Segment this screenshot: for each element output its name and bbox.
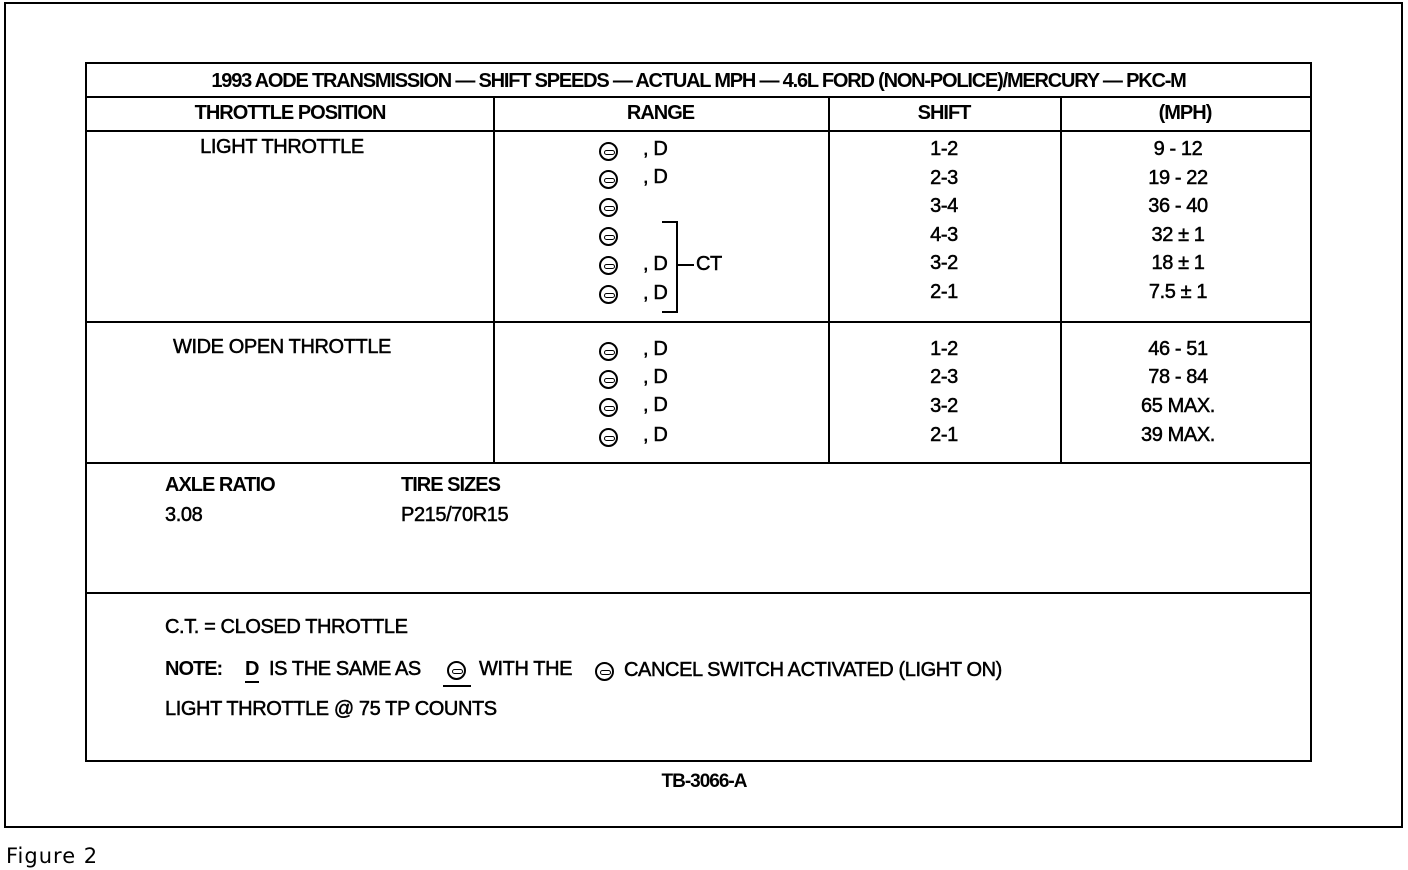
- shift-value: 1-2: [930, 138, 958, 160]
- overdrive-circle-icon: [599, 142, 618, 161]
- overdrive-underline: [443, 685, 471, 687]
- shift-value: 2-1: [930, 424, 958, 446]
- note-d-underline: [245, 681, 259, 683]
- closed-throttle-definition: C.T. = CLOSED THROTTLE: [165, 616, 408, 638]
- range-value: , D: [643, 138, 668, 160]
- range-value: , D: [643, 166, 668, 188]
- divider: [87, 462, 1310, 464]
- divider: [87, 130, 1310, 132]
- header-throttle-position: THROTTLE POSITION: [194, 102, 386, 124]
- light-throttle-label: LIGHT THROTTLE: [200, 136, 364, 158]
- mph-value: 19 - 22: [1148, 167, 1208, 189]
- shift-value: 4-3: [930, 224, 958, 246]
- overdrive-circle-icon: [599, 285, 618, 304]
- note-prefix: NOTE:: [165, 658, 223, 680]
- overdrive-circle-icon: [599, 198, 618, 217]
- divider: [87, 96, 1310, 98]
- shift-value: 2-3: [930, 366, 958, 388]
- overdrive-circle-icon: [599, 256, 618, 275]
- mph-value: 9 - 12: [1153, 138, 1203, 160]
- header-mph: (MPH): [1158, 102, 1212, 124]
- column-divider: [493, 96, 495, 463]
- mph-value: 32 ± 1: [1151, 224, 1205, 246]
- divider: [87, 321, 1310, 323]
- overdrive-circle-icon: [599, 170, 618, 189]
- shift-value: 2-3: [930, 167, 958, 189]
- ct-bracket: [662, 311, 678, 313]
- note-text: WITH THE: [479, 658, 573, 680]
- overdrive-circle-icon: [447, 661, 466, 680]
- divider: [87, 592, 1310, 594]
- axle-ratio-label: AXLE RATIO: [165, 474, 275, 496]
- diagram-code: TB-3066-A: [661, 771, 747, 792]
- axle-ratio-value: 3.08: [165, 504, 203, 526]
- ct-bracket: [678, 264, 694, 266]
- range-value: , D: [643, 253, 668, 275]
- tire-sizes-value: P215/70R15: [401, 504, 509, 526]
- mph-value: 65 MAX.: [1141, 395, 1215, 417]
- shift-value: 3-2: [930, 395, 958, 417]
- shift-value: 3-2: [930, 252, 958, 274]
- mph-value: 7.5 ± 1: [1148, 281, 1208, 303]
- overdrive-circle-icon: [599, 342, 618, 361]
- mph-value: 18 ± 1: [1151, 252, 1205, 274]
- shift-value: 2-1: [930, 281, 958, 303]
- tp-counts-note: LIGHT THROTTLE @ 75 TP COUNTS: [165, 698, 497, 720]
- range-value: , D: [643, 282, 668, 304]
- ct-label: CT: [696, 253, 722, 275]
- shift-value: 1-2: [930, 338, 958, 360]
- table-title: 1993 AODE TRANSMISSION — SHIFT SPEEDS — ACTUAL MPH — 4.6L FORD (NON-POLICE)/MERCURY — PKC-M: [211, 70, 1186, 92]
- wide-open-throttle-label: WIDE OPEN THROTTLE: [172, 336, 391, 358]
- mph-value: 39 MAX.: [1141, 424, 1215, 446]
- mph-value: 46 - 51: [1148, 338, 1208, 360]
- tire-sizes-label: TIRE SIZES: [401, 474, 500, 496]
- header-range: RANGE: [626, 102, 695, 124]
- mph-value: 78 - 84: [1148, 366, 1208, 388]
- header-shift: SHIFT: [917, 102, 971, 124]
- figure-label: Figure 2: [6, 844, 99, 868]
- range-value: , D: [643, 366, 668, 388]
- mph-value: 36 - 40: [1148, 195, 1208, 217]
- note-text: IS THE SAME AS: [269, 658, 421, 680]
- range-value: , D: [643, 394, 668, 416]
- overdrive-circle-icon: [599, 398, 618, 417]
- note-d: D: [245, 658, 259, 680]
- shift-speed-table: [85, 62, 1312, 762]
- ct-bracket: [676, 221, 678, 313]
- shift-value: 3-4: [930, 195, 958, 217]
- overdrive-circle-icon: [599, 428, 618, 447]
- note-text: CANCEL SWITCH ACTIVATED (LIGHT ON): [624, 659, 1002, 681]
- overdrive-cancel-icon: [595, 662, 614, 681]
- range-value: , D: [643, 424, 668, 446]
- overdrive-circle-icon: [599, 227, 618, 246]
- range-value: , D: [643, 338, 668, 360]
- overdrive-circle-icon: [599, 370, 618, 389]
